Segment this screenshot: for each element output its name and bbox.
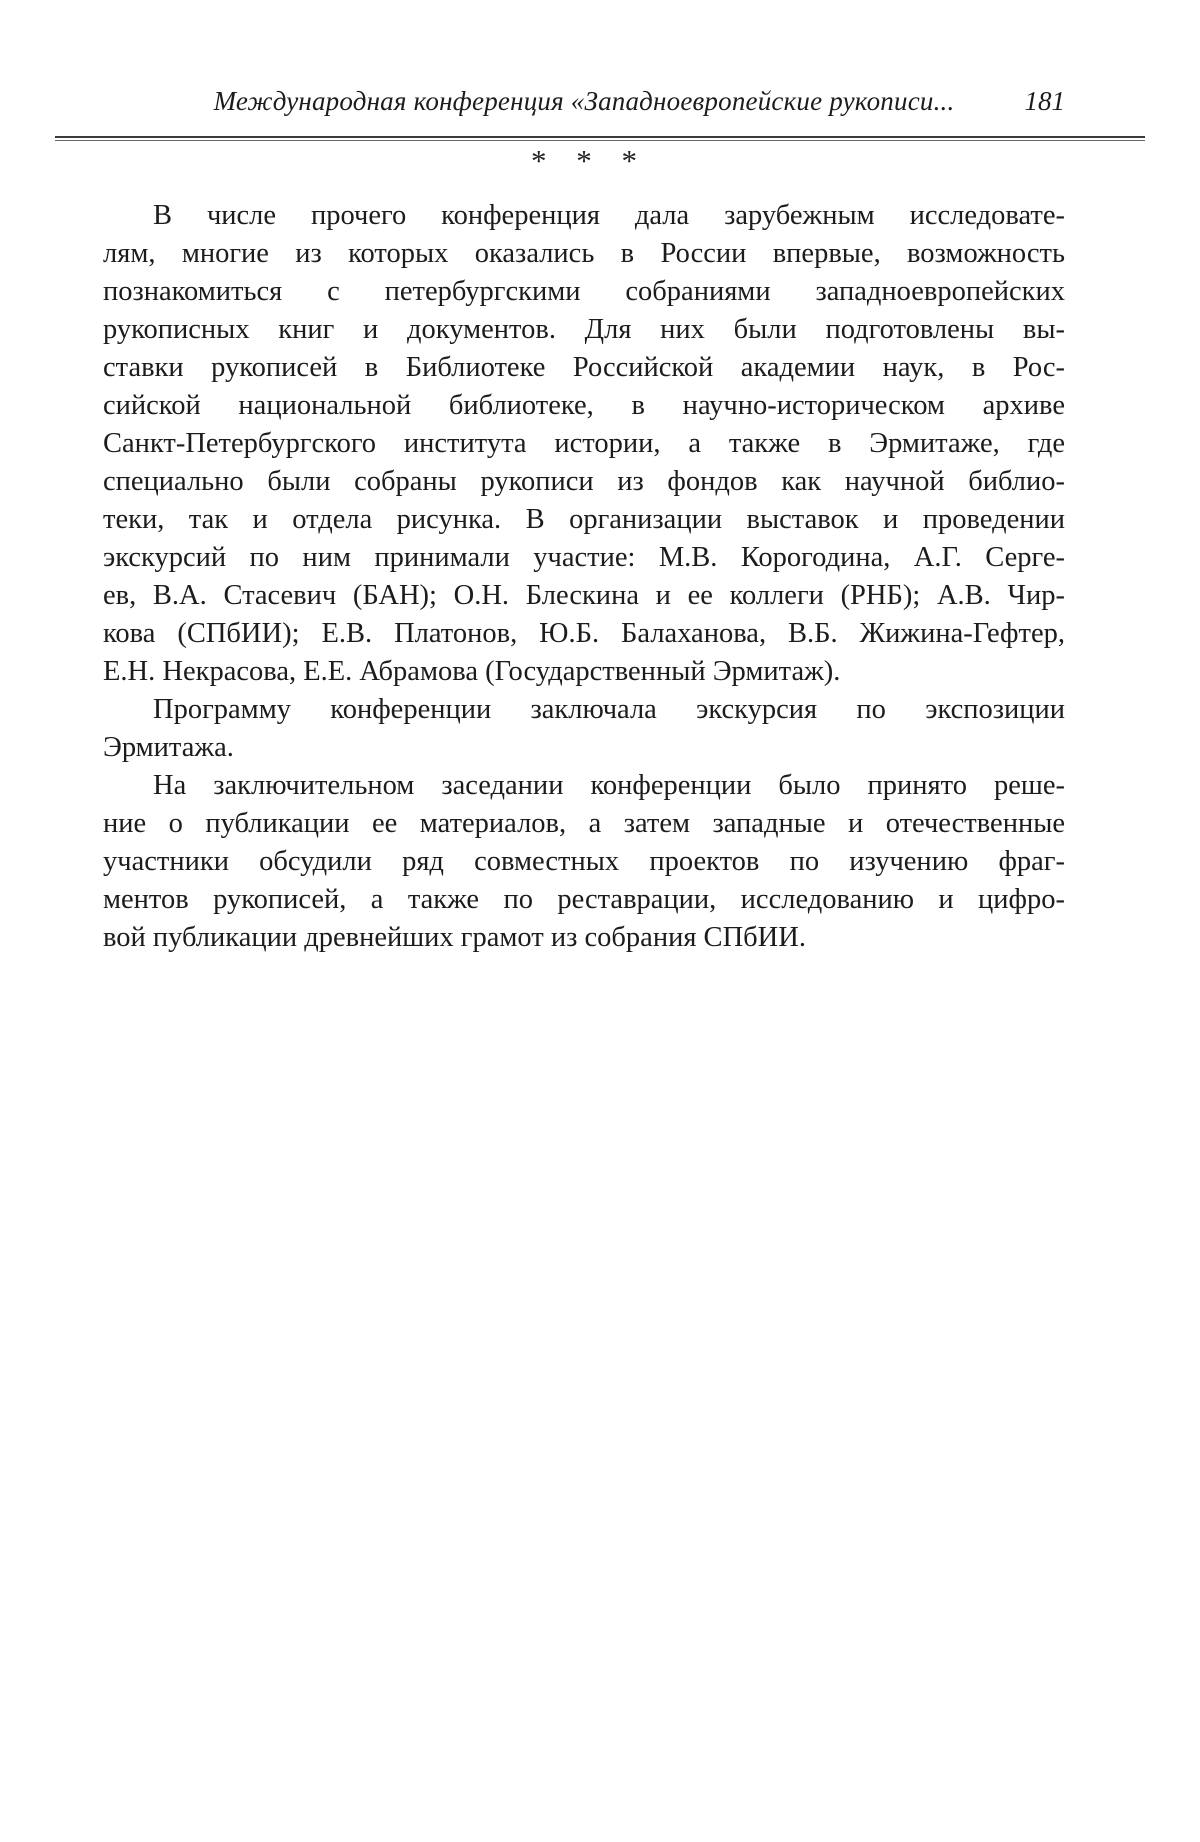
page-body <box>103 197 1065 957</box>
text-line: познакомиться с петербургскими собраниями западноевропейских <box>103 276 1065 307</box>
text-line: Программу конференции заключала экскурсия по экспозиции <box>153 694 1065 725</box>
text-line: Эрмитажа. <box>103 732 234 763</box>
text-line: теки, так и отдела рисунка. В организации выставок и проведении <box>103 504 1065 535</box>
text-line: ставки рукописей в Библиотеке Российской академии наук, в Рос- <box>103 352 1065 383</box>
section-divider: * * * <box>531 143 637 178</box>
text-line: лям, многие из которых оказались в России впервые, возможность <box>103 238 1065 269</box>
page-number: 181 <box>1024 86 1065 116</box>
text-line: специально были собраны рукописи из фондов как научной библио- <box>103 466 1065 497</box>
text-line: На заключительном заседании конференции было принято реше- <box>153 770 1065 801</box>
text-line: участники обсудили ряд совместных проектов по изучению фраг- <box>103 846 1065 877</box>
text-line: экскурсий по ним принимали участие: М.В. Корогодина, А.Г. Серге- <box>103 542 1065 573</box>
text-line: кова (СПбИИ); Е.В. Платонов, Ю.Б. Балаханова, В.Б. Жижина-Гефтер, <box>103 618 1065 649</box>
page-header <box>103 84 1065 120</box>
text-line: Е.Н. Некрасова, Е.Е. Абрамова (Государственный Эрмитаж). <box>103 656 841 687</box>
text-line: ние о публикации ее материалов, а затем западные и отечественные <box>103 808 1065 839</box>
paragraph <box>103 197 1065 691</box>
text-line: сийской национальной библиотеке, в научно-историческом архиве <box>103 390 1065 421</box>
text-line: В числе прочего конференция дала зарубежным исследовате- <box>153 200 1065 231</box>
text-line: ментов рукописей, а также по реставрации, исследованию и цифро- <box>103 884 1065 915</box>
paragraph <box>103 691 1065 767</box>
text-line: ев, В.А. Стасевич (БАН); О.Н. Блескина и ее коллеги (РНБ); А.В. Чир- <box>103 580 1065 611</box>
header-rule <box>55 136 1145 141</box>
running-title: Международная конференция «Западноевропейские рукописи... <box>213 86 955 116</box>
paragraph <box>103 767 1065 957</box>
text-line: рукописных книг и документов. Для них были подготовлены вы- <box>103 314 1065 345</box>
text-line: Санкт-Петербургского института истории, а также в Эрмитаже, где <box>103 428 1065 459</box>
text-line: вой публикации древнейших грамот из собрания СПбИИ. <box>103 922 806 953</box>
